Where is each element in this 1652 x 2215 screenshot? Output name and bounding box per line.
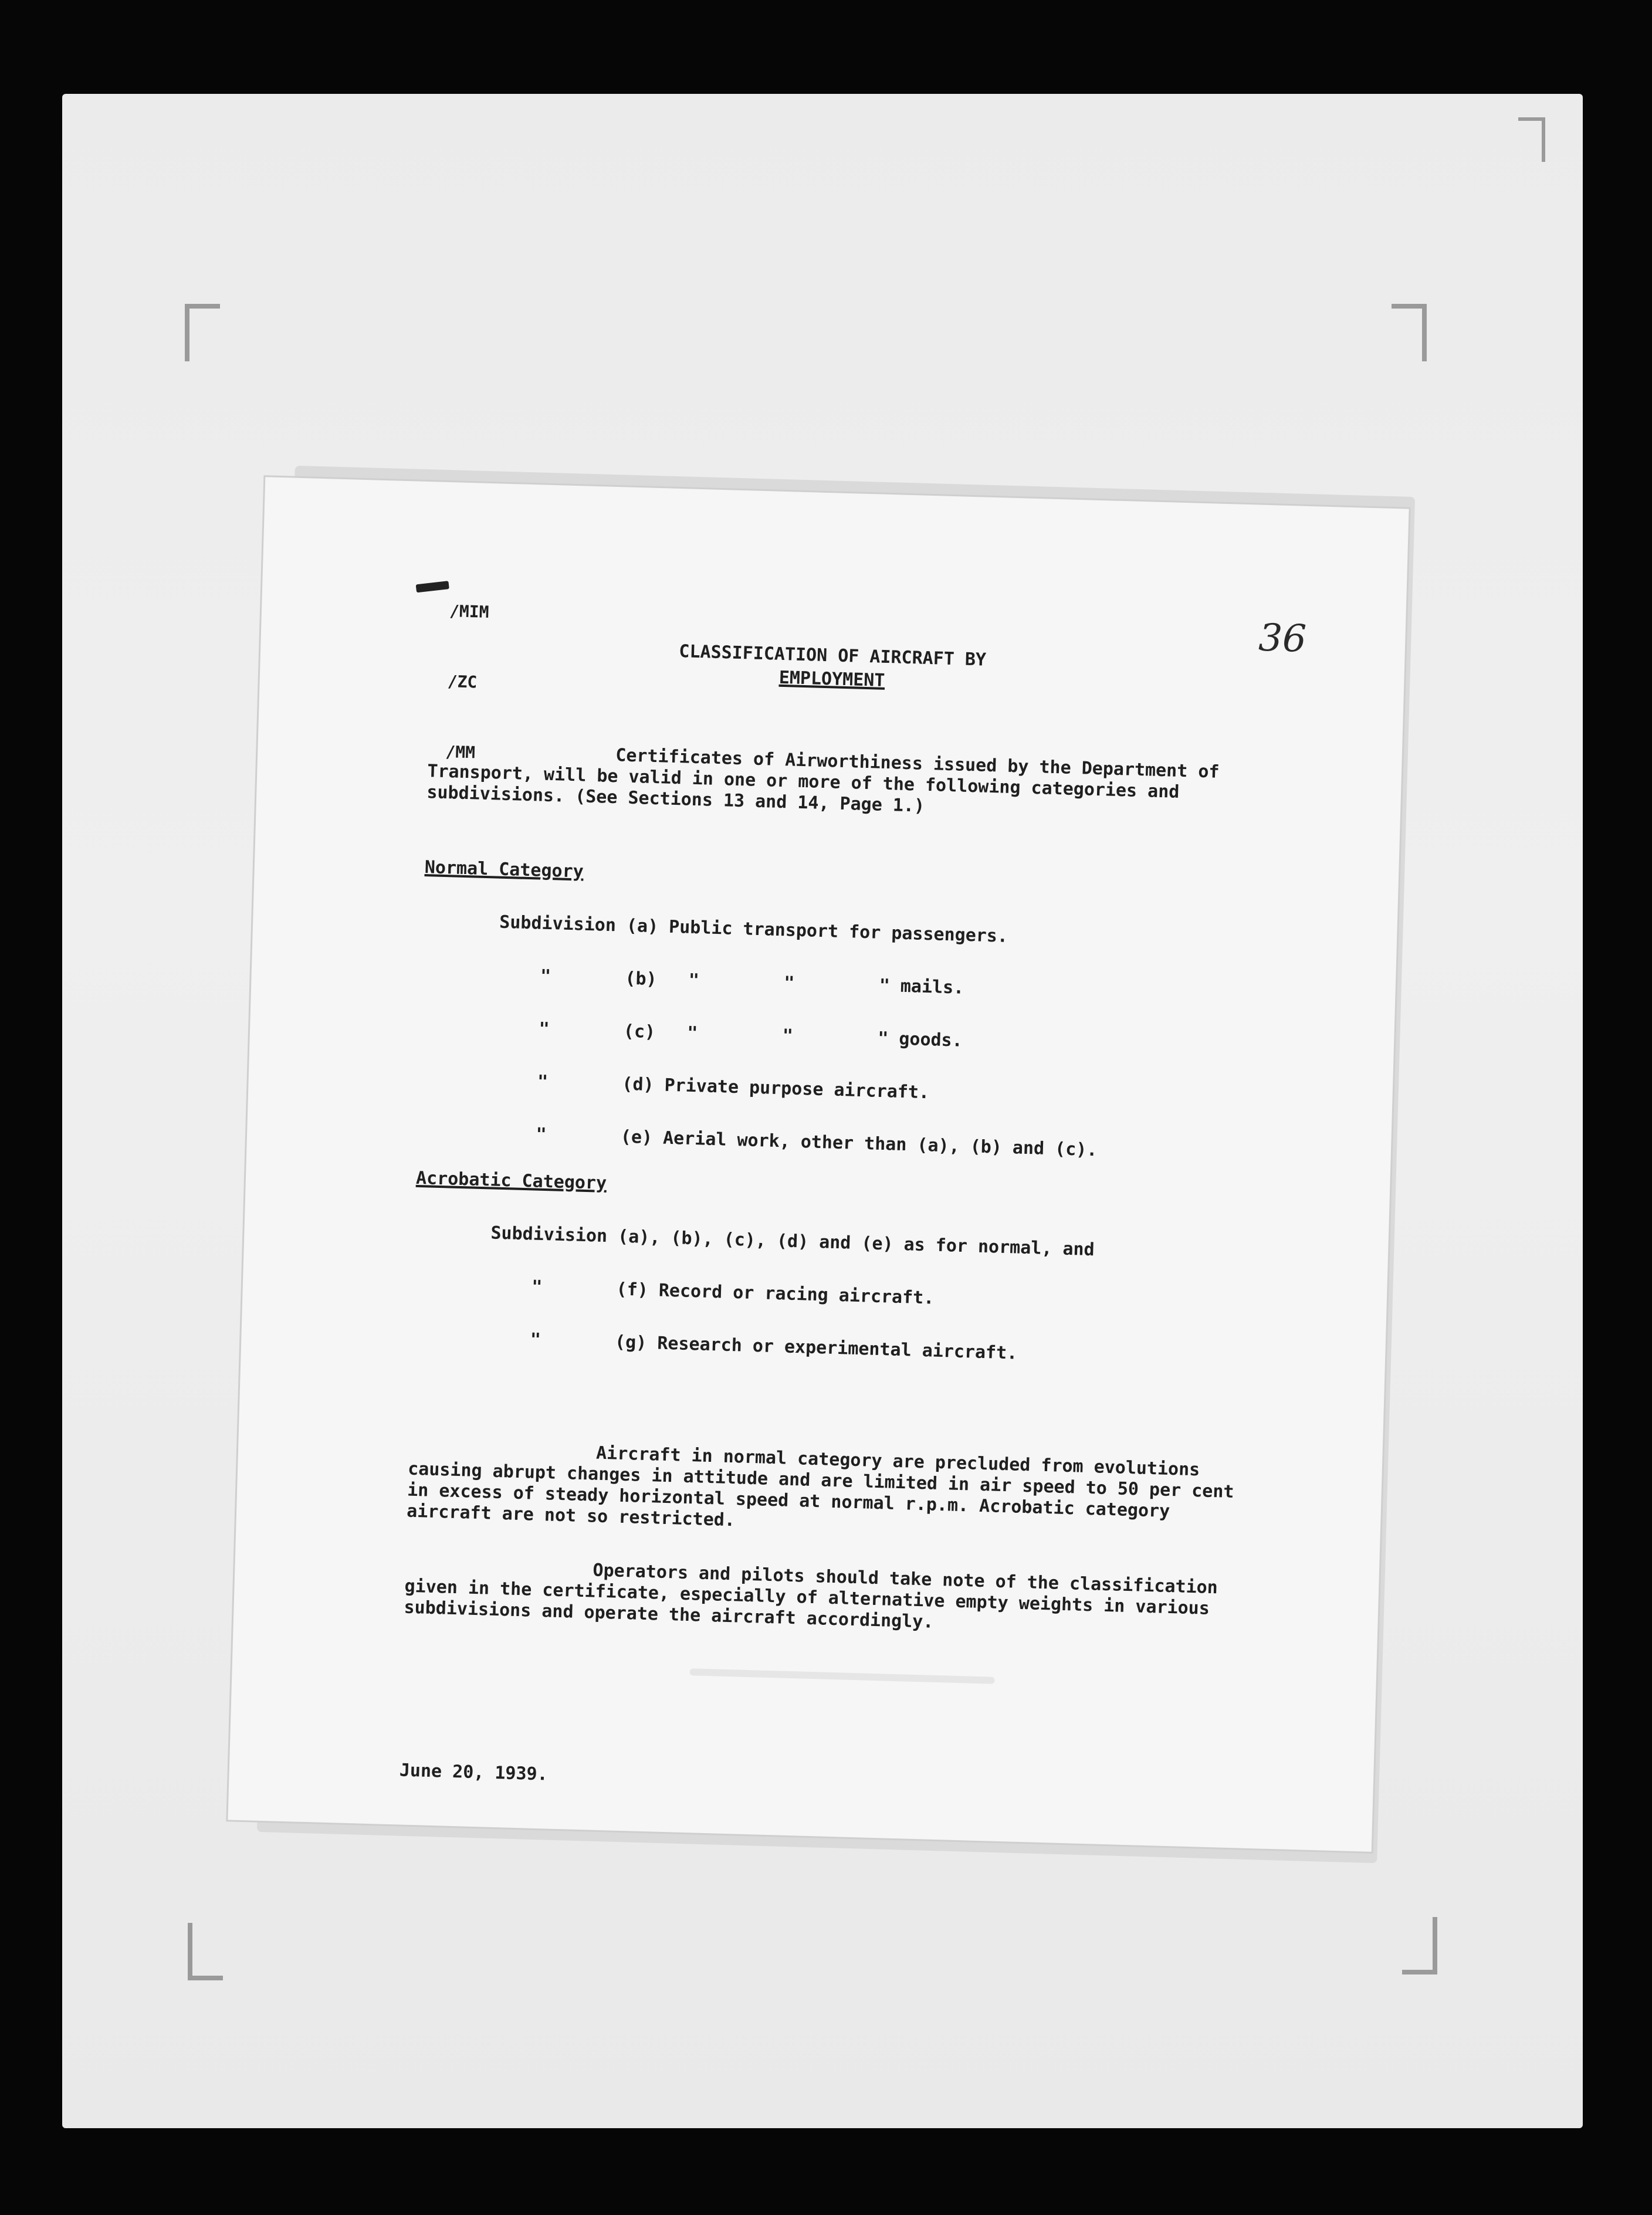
- document-date: June 20, 1939.: [399, 1760, 549, 1785]
- normal-row: " (e) Aerial work, other than (a), (b) and (c).: [493, 1123, 1098, 1161]
- crop-mark-outer: [1518, 117, 1545, 162]
- handwritten-page-number: 36: [1258, 616, 1307, 661]
- document-title-line2: EMPLOYMENT: [778, 667, 885, 691]
- faint-bleed-through: [690, 1668, 995, 1684]
- restriction-paragraph: Aircraft in normal category are precluded from evolutions causing abrupt changes in attitude and are limited in air speed to 50 per cent in excess of steady horizontal speed at normal r.p.m. Acrobatic category aircraft are not so restricted.: [406, 1442, 1234, 1531]
- crop-mark-top-left: [185, 304, 220, 361]
- intro-paragraph: Certificates of Airworthiness issued by the Department of Transport, will be valid in one or more of the following categories and subdivisions. (See Sections 13 and 14, Page 1.): [426, 745, 1220, 817]
- acrobatic-category-heading: Acrobatic Category: [415, 1167, 607, 1194]
- acrobatic-row: Subdivision (a), (b), (c), (d) and (e) as for normal, and: [490, 1222, 1095, 1261]
- normal-category-heading: Normal Category: [424, 857, 584, 882]
- crop-mark-bottom-left: [188, 1923, 223, 1980]
- document-sheet: [228, 477, 1409, 1852]
- routing-line: /MM: [445, 741, 476, 763]
- normal-row: " (d) Private purpose aircraft.: [495, 1070, 930, 1103]
- normal-row: Subdivision (a) Public transport for passengers.: [499, 912, 1008, 947]
- crop-mark-bottom-right: [1402, 1917, 1437, 1974]
- acrobatic-row: " (g) Research or experimental aircraft.: [488, 1328, 1018, 1364]
- crop-mark-top-right: [1392, 304, 1427, 361]
- document-title: CLASSIFICATION OF AIRCRAFT BY: [678, 641, 987, 670]
- routing-line: /MIM: [449, 601, 489, 622]
- acrobatic-row: " (f) Record or racing aircraft.: [489, 1275, 935, 1309]
- operators-paragraph: Operators and pilots should take note of the classification given in the certificate, especially of alternative empty weights in various subdivisions and operate the aircraft accordingly.: [404, 1560, 1218, 1633]
- ink-mark: [416, 581, 449, 592]
- normal-row: " (c) " " " goods.: [496, 1017, 963, 1051]
- routing-line: /ZC: [447, 672, 478, 692]
- normal-row: " (b) " " " mails.: [497, 964, 964, 998]
